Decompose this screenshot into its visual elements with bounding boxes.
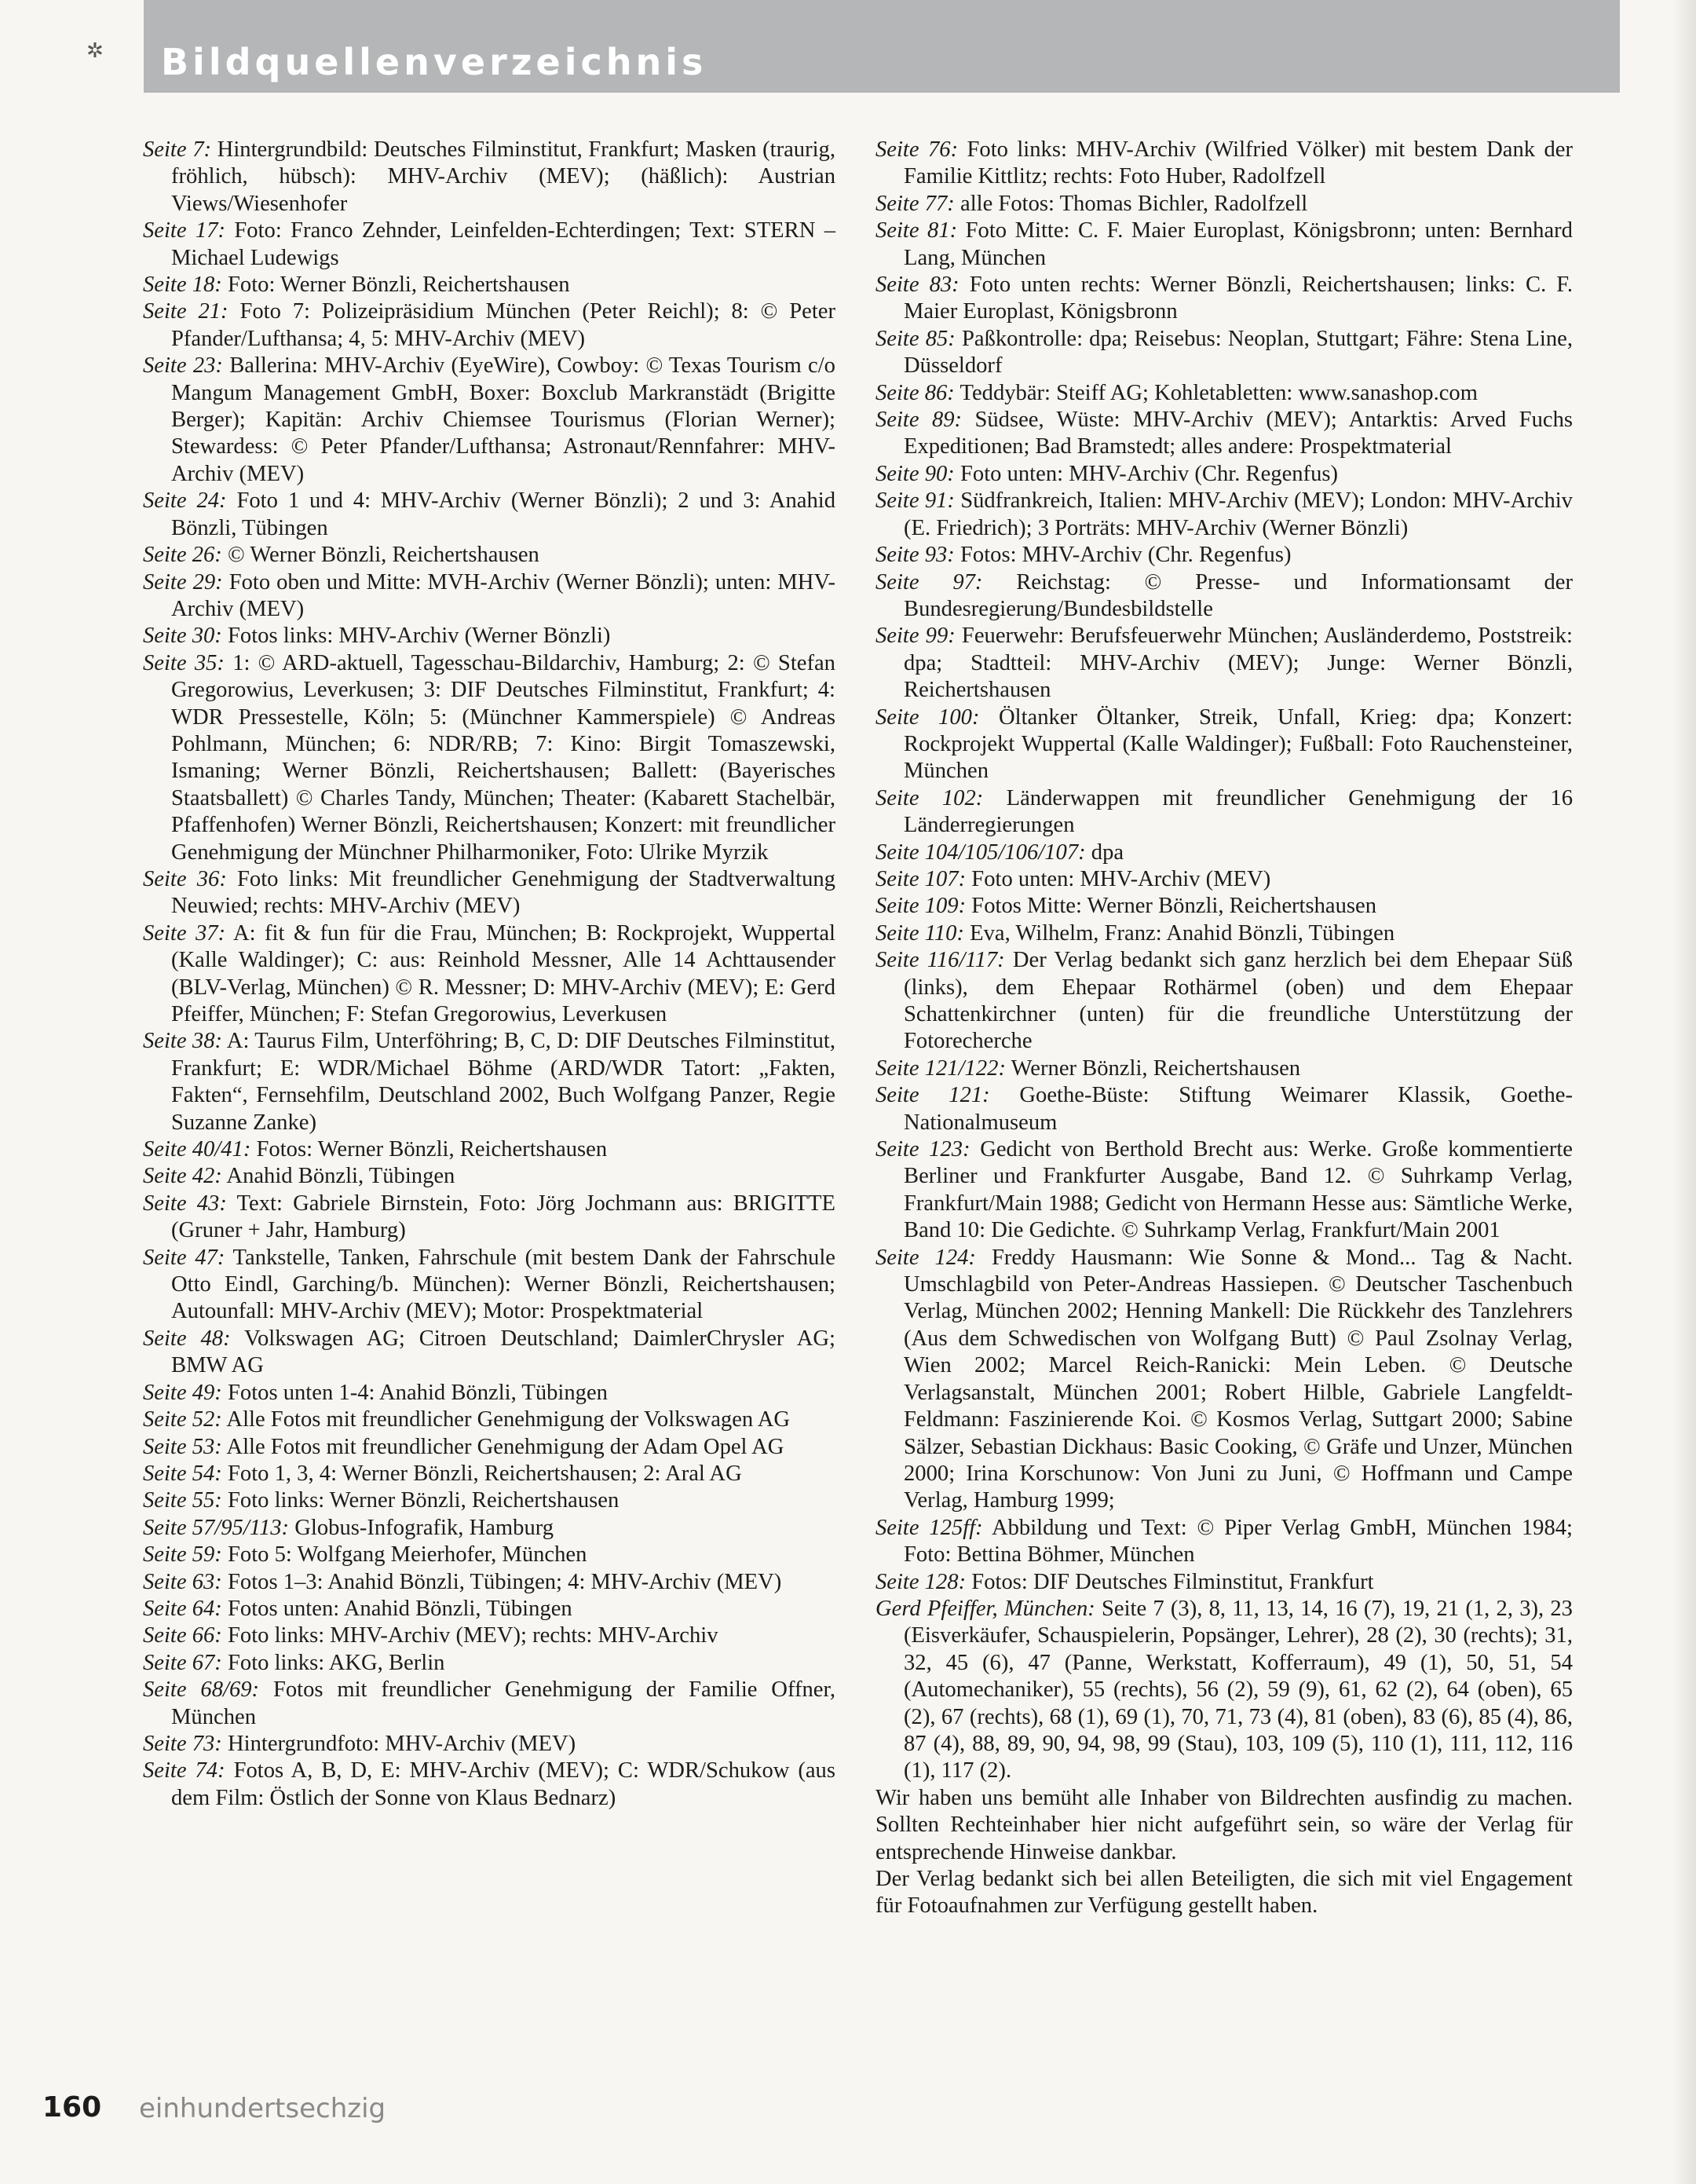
credit-entry xyxy=(143,1191,835,1245)
credit-text: Fotos Mitte: Werner Bönzli, Reichertshausen xyxy=(971,894,1377,919)
credit-text: Fotos links: MHV-Archiv (Werner Bönzli) xyxy=(228,624,611,649)
credit-page-label: Seite 24: xyxy=(143,488,227,514)
credit-page-label: Seite 77: xyxy=(875,191,955,216)
credit-page-label: Seite 23: xyxy=(143,353,223,379)
right-entries xyxy=(875,137,1573,1785)
credit-entry xyxy=(875,1569,1573,1596)
credit-entry xyxy=(143,1758,835,1812)
credit-text: Fotos: MHV-Archiv (Chr. Regenfus) xyxy=(960,543,1292,568)
credit-page-label: Seite 99: xyxy=(875,624,956,649)
credit-entry xyxy=(143,1461,835,1487)
credit-text: Foto links: MHV-Archiv (MEV); rechts: MHV-Archiv xyxy=(228,1623,718,1648)
credit-page-label: Seite 57/95/113: xyxy=(143,1515,290,1540)
credit-entry xyxy=(143,1731,835,1758)
credit-entry xyxy=(875,137,1573,191)
credit-text: Der Verlag bedankt sich ganz herzlich bei dem Ehepaar Süß (links), dem Ehepaar Rothärmel (oben) und dem Ehepaar Schattenkirchner (unten) für die freundliche Unterstützung der Fotorecherche xyxy=(904,948,1574,1054)
credit-page-label: Seite 67: xyxy=(143,1650,222,1675)
credit-text: 1: © ARD-aktuell, Tagesschau-Bildarchiv, Hamburg; 2: © Stefan Gregorowius, Leverkusen; 3: DIF Deutsches Filminstitut, Frankfurt; 4: WDR Pressestelle, Köln; 5: (Münchner Kammerspiele) © Andreas Pohlmann, München; 6: NDR/RB; 7: Kino: Birgit Tomaszewski, Ismaning; Werner Bönzli, Reichertshausen; Ballett: (Bayerisches Staatsballett) © Charles Tandy, München; Theater: (Kabarett Stachelbär, Pfaffenhofen) Werner Bönzli, Reichertshausen; Konzert: mit freundlicher Genehmigung der Münchner Philharmoniker, Foto: Ulrike Myrzik xyxy=(171,650,835,865)
credit-text: Hintergrundfoto: MHV-Archiv (MEV) xyxy=(228,1731,576,1756)
credit-page-label: Seite 125ff: xyxy=(875,1515,983,1540)
credit-text: Fotos unten 1-4: Anahid Bönzli, Tübingen xyxy=(228,1380,608,1405)
credit-page-label: Seite 97: xyxy=(875,569,983,594)
credit-entry xyxy=(143,1136,835,1163)
credit-page-label: Seite 55: xyxy=(143,1488,222,1513)
thanks-note: Der Verlag bedankt sich bei allen Beteiligten, die sich mit viel Engagement für Fotoaufnahmen zur Verfügung gestellt haben. xyxy=(875,1867,1573,1919)
credit-page-label: Seite 37: xyxy=(143,920,226,946)
credit-entry xyxy=(875,569,1573,624)
page-edge xyxy=(1672,0,1696,2184)
credit-text: Foto 7: Polizeipräsidium München (Peter Reichl); 8: © Peter Pfander/Lufthansa; 4, 5: MHV-Archiv (MEV) xyxy=(171,299,835,351)
credit-entry xyxy=(875,272,1573,326)
credit-entry xyxy=(875,893,1573,920)
credit-page-label: Seite 38: xyxy=(143,1029,223,1054)
credit-entry xyxy=(875,866,1573,893)
credit-text: Fotos 1–3: Anahid Bönzli, Tübingen; 4: MHV-Archiv (MEV) xyxy=(228,1569,782,1594)
credit-text: A: fit & fun für die Frau, München; B: Rockprojekt, Wuppertal (Kalle Waldinger); C: aus: Reinhold Messner, Alle 14 Achttausender (BLV-Verlag, München) © R. Messner; D: MHV-Archiv (MEV); E: Gerd Pfeiffer, München; F: Stefan Gregorowius, Leverkusen xyxy=(171,920,835,1026)
credit-text: alle Fotos: Thomas Bichler, Radolfzell xyxy=(960,191,1308,216)
credit-text: Reichstag: © Presse- und Informationsamt der Bundesregierung/Bundesbildstelle xyxy=(904,569,1573,621)
credit-page-label: Seite 76: xyxy=(875,137,959,162)
credit-entry xyxy=(143,1028,835,1136)
credit-entry xyxy=(143,1245,835,1326)
credit-text: Fotos: Werner Bönzli, Reichertshausen xyxy=(256,1137,608,1162)
credit-text: Länderwappen mit freundlicher Genehmigung der 16 Länderregierungen xyxy=(904,785,1573,838)
credit-page-label: Seite 121: xyxy=(875,1083,990,1108)
credit-text: Foto unten: MHV-Archiv (Chr. Regenfus) xyxy=(960,461,1339,486)
credit-page-label: Seite 109: xyxy=(875,894,967,919)
credit-entry xyxy=(143,298,835,353)
credit-text: Foto 5: Wolfgang Meierhofer, München xyxy=(228,1542,587,1568)
credit-page-label: Seite 30: xyxy=(143,624,222,649)
credit-entry xyxy=(875,326,1573,380)
credit-text: Fotos: DIF Deutsches Filminstitut, Frankfurt xyxy=(971,1569,1374,1594)
credit-text: Foto 1, 3, 4: Werner Bönzli, Reichertshausen; 2: Aral AG xyxy=(228,1461,742,1486)
credit-page-label: Seite 89: xyxy=(875,408,963,433)
right-column xyxy=(875,137,1573,1920)
credit-text: Goethe-Büste: Stiftung Weimarer Klassik, Goethe-Nationalmuseum xyxy=(904,1083,1573,1135)
credit-text: Teddybär: Steiff AG; Kohletabletten: www.sanashop.com xyxy=(959,380,1478,405)
credit-text: Südsee, Wüste: MHV-Archiv (MEV); Antarktis: Arved Fuchs Expeditionen; Bad Bramstedt; alles andere: Prospektmaterial xyxy=(904,408,1573,459)
credit-entry xyxy=(143,1650,835,1677)
credit-page-label: Seite 63: xyxy=(143,1569,222,1594)
credit-page-label: Seite 104/105/106/107: xyxy=(875,840,1086,865)
credit-entry xyxy=(143,623,835,649)
credit-text: Globus-Infografik, Hamburg xyxy=(294,1515,554,1540)
page-number-word: einhundertsechzig xyxy=(139,2093,386,2124)
credit-page-label: Seite 42: xyxy=(143,1164,222,1189)
credit-page-label: Seite 102: xyxy=(875,785,984,810)
credit-entry xyxy=(143,866,835,920)
credit-entry xyxy=(875,920,1573,947)
credit-entry xyxy=(143,218,835,272)
credit-text: Fotos A, B, D, E: MHV-Archiv (MEV); C: WDR/Schukow (aus dem Film: Östlich der Sonne von Klaus Bednarz) xyxy=(171,1758,835,1810)
credit-page-label: Seite 36: xyxy=(143,866,227,891)
credit-entry xyxy=(143,272,835,298)
credit-page-label: Seite 48: xyxy=(143,1326,231,1351)
credit-text: Foto unten rechts: Werner Bönzli, Reichertshausen; links: C. F. Maier Europlast, Königsbronn xyxy=(904,273,1573,324)
credit-text: Werner Bönzli, Reichertshausen xyxy=(1011,1055,1301,1081)
credit-page-label: Seite 81: xyxy=(875,218,958,243)
credit-text: Foto links: AKG, Berlin xyxy=(228,1650,445,1675)
credit-entry xyxy=(875,1515,1573,1569)
credit-text: Gedicht von Berthold Brecht aus: Werke. Große kommentierte Berliner und Frankfurter Ausgabe, Band 12. © Suhrkamp Verlag, Frankfurt/Main 1988; Gedicht von Hermann Hesse aus: Sämtliche Werke, Band 10: Die Gedichte. © Suhrkamp Verlag, Frankfurt/Main 2001 xyxy=(904,1137,1573,1243)
credit-page-label: Seite 18: xyxy=(143,273,222,298)
credit-text: Foto: Werner Bönzli, Reichertshausen xyxy=(228,273,570,298)
credit-page-label: Seite 59: xyxy=(143,1542,222,1568)
credit-entry xyxy=(875,218,1573,272)
credit-entry xyxy=(143,542,835,569)
credit-text: Fotos mit freundlicher Genehmigung der Familie Offner, München xyxy=(171,1677,835,1729)
left-column xyxy=(143,137,835,1812)
credit-entry xyxy=(143,353,835,488)
credit-text: Seite 7 (3), 8, 11, 13, 14, 16 (7), 19, 21 (1, 2, 3), 23 (Eisverkäufer, Schauspielerin, Popsänger, Lehrer), 28 (2), 30 (rechts); 31, 32, 45 (6), 47 (Panne, Werkstatt, Kofferraum), 49 (1), 50, 51, 54 (Automechaniker), 55 (rechts), 56 (2), 59 (9), 61, 62 (2), 64 (oben), 65 (2), 67 (rechts), 68 (1), 69 (1), 70, 71, 73 (4), 81 (oben), 83 (6), 85 (4), 86, 87 (4), 88, 89, 90, 94, 98, 99 (Stau), 103, 109 (5), 110 (1), 111, 112, 116 (1), 117 (2). xyxy=(904,1596,1573,1783)
credit-entry xyxy=(143,488,835,542)
credit-page-label: Seite 85: xyxy=(875,326,956,351)
credit-text: Foto unten: MHV-Archiv (MEV) xyxy=(971,866,1271,891)
credit-text: Paßkontrolle: dpa; Reisebus: Neoplan, Stuttgart; Fähre: Stena Line, Düsseldorf xyxy=(904,326,1573,379)
credit-text: Alle Fotos mit freundlicher Genehmigung der Volkswagen AG xyxy=(226,1407,791,1432)
credit-text: Freddy Hausmann: Wie Sonne & Mond... Tag & Nacht. Umschlagbild von Peter-Andreas Hassiepen. © Deutscher Taschenbuch Verlag, München 2002; Henning Mankell: Die Rückkehr des Tanzlehrers (Aus dem Schwedischen von Wolfgang Butt) © Paul Zsolnay Verlag, Wien 2002; Marcel Reich-Ranicki: Mein Leben. © Deutsche Verlagsanstalt, München 2001; Robert Hilble, Gabriele Langfeldt-Feldmann: Faszinierende Koi. © Kosmos Verlag, Suttgart 2000; Sabine Sälzer, Sebastian Dickhaus: Basic Cooking, © Gräfe und Unzer, München 2000; Irina Korschunow: Von Juni zu Juni, © Hoffmann und Campe Verlag, Hamburg 1999; xyxy=(904,1245,1573,1513)
credit-page-label: Seite 7: xyxy=(143,137,212,162)
credit-entry xyxy=(875,785,1573,840)
credit-page-label: Seite 26: xyxy=(143,543,222,568)
credit-entry xyxy=(875,488,1573,542)
credit-entry xyxy=(143,569,835,624)
credit-page-label: Seite 66: xyxy=(143,1623,222,1648)
credit-entry xyxy=(875,947,1573,1055)
credit-entry xyxy=(875,1055,1573,1082)
credit-entry xyxy=(143,1487,835,1514)
credit-page-label: Seite 86: xyxy=(875,380,955,405)
credit-entry xyxy=(875,1136,1573,1245)
credit-page-label: Seite 40/41: xyxy=(143,1137,251,1162)
credit-entry xyxy=(875,704,1573,785)
credit-entry xyxy=(143,1569,835,1596)
credit-text: Abbildung und Text: © Piper Verlag GmbH, München 1984; Foto: Bettina Böhmer, München xyxy=(904,1515,1573,1568)
credit-text: Foto links: Werner Bönzli, Reichertshausen xyxy=(228,1488,620,1513)
credit-page-label: Seite 93: xyxy=(875,543,955,568)
credit-entry xyxy=(143,1622,835,1649)
credit-text: Anahid Bönzli, Tübingen xyxy=(226,1164,455,1189)
credit-text: Eva, Wilhelm, Franz: Anahid Bönzli, Tübingen xyxy=(970,920,1395,946)
credit-page-label: Seite 110: xyxy=(875,920,965,946)
registration-mark-icon: ✲ xyxy=(86,39,104,63)
page-number: 160 xyxy=(42,2091,102,2124)
credit-text: A: Taurus Film, Unterföhring; B, C, D: DIF Deutsches Filminstitut, Frankfurt; E: WDR/Michael Böhme (ARD/WDR Tatort: „Fakten, Fakten“, Fernsehfilm, Deutschland 2002, Buch Wolfgang Panzer, Regie Suzanne Zanke) xyxy=(171,1029,835,1135)
credit-text: Foto oben und Mitte: MVH-Archiv (Werner Bönzli); unten: MHV-Archiv (MEV) xyxy=(171,569,835,621)
credit-entry xyxy=(875,191,1573,218)
credit-page-label: Seite 74: xyxy=(143,1758,225,1783)
credit-text: © Werner Bönzli, Reichertshausen xyxy=(228,543,539,568)
credit-text: Alle Fotos mit freundlicher Genehmigung der Adam Opel AG xyxy=(226,1434,784,1459)
credit-entry xyxy=(875,461,1573,488)
credit-text: Foto links: Mit freundlicher Genehmigung der Stadtverwaltung Neuwied; rechts: MHV-Archiv (MEV) xyxy=(171,866,835,919)
credit-entry xyxy=(875,380,1573,407)
credit-entry xyxy=(143,1380,835,1407)
credit-page-label: Seite 35: xyxy=(143,650,225,675)
credit-text: Ballerina: MHV-Archiv (EyeWire), Cowboy: © Texas Tourism c/o Mangum Management GmbH, Boxer: Boxclub Markranstädt (Brigitte Berger); Kapitän: Archiv Chiemsee Tourismus (Florian Werner); Stewardess: © Peter Pfander/Lufthansa; Astronaut/Rennfahrer: MHV-Archiv (MEV) xyxy=(171,353,835,486)
credit-entry xyxy=(143,1515,835,1542)
credit-entry xyxy=(143,137,835,218)
credit-page-label: Seite 64: xyxy=(143,1596,222,1621)
credit-page-label: Seite 107: xyxy=(875,866,967,891)
credit-entry xyxy=(143,1163,835,1190)
credit-page-label: Seite 128: xyxy=(875,1569,967,1594)
credit-entry xyxy=(875,623,1573,704)
credit-entry xyxy=(143,1434,835,1461)
credit-text: Hintergrundbild: Deutsches Filminstitut, Frankfurt; Masken (traurig, fröhlich, hübsch): MHV-Archiv (MEV); (häßlich): Austrian Views/Wiesenhofer xyxy=(171,137,835,216)
credit-text: Text: Gabriele Birnstein, Foto: Jörg Jochmann aus: BRIGITTE (Gruner + Jahr, Hamburg) xyxy=(171,1191,835,1243)
credit-entry xyxy=(143,1542,835,1568)
credit-entry xyxy=(875,1245,1573,1515)
credit-text: Foto Mitte: C. F. Maier Europlast, Königsbronn; unten: Bernhard Lang, München xyxy=(904,218,1573,270)
credit-text: Tankstelle, Tanken, Fahrschule (mit bestem Dank der Fahrschule Otto Eindl, Garching/b. München): Werner Bönzli, Reichertshausen; Autounfall: MHV-Archiv (MEV); Motor: Prospektmaterial xyxy=(171,1245,835,1324)
credit-page-label: Seite 53: xyxy=(143,1434,222,1459)
credit-page-label: Seite 123: xyxy=(875,1137,970,1162)
credit-entry xyxy=(143,1677,835,1731)
page-title: Bildquellenverzeichnis xyxy=(161,41,707,83)
credit-page-label: Gerd Pfeiffer, München: xyxy=(875,1596,1095,1621)
credit-entry xyxy=(875,840,1573,866)
credit-text: dpa xyxy=(1091,840,1124,865)
credit-page-label: Seite 100: xyxy=(875,704,980,730)
credit-text: Fotos unten: Anahid Bönzli, Tübingen xyxy=(228,1596,572,1621)
credit-entry xyxy=(875,542,1573,569)
credit-entry xyxy=(143,920,835,1029)
credit-page-label: Seite 47: xyxy=(143,1245,225,1270)
closing-note: Wir haben uns bemüht alle Inhaber von Bildrechten ausfindig zu machen. Sollten Rechteinhaber hier nicht aufgeführt sein, so wäre der Verlag für entsprechende Hinweise dankbar. xyxy=(875,1785,1573,1864)
credit-text: Foto links: MHV-Archiv (Wilfried Völker) mit bestem Dank der Familie Kittlitz; rechts: Foto Huber, Radolfzell xyxy=(904,137,1573,189)
credit-page-label: Seite 52: xyxy=(143,1407,222,1432)
credit-entry xyxy=(143,1407,835,1433)
credit-entry xyxy=(875,1596,1573,1785)
credit-entry xyxy=(143,1596,835,1622)
credit-page-label: Seite 124: xyxy=(875,1245,976,1270)
credit-entry xyxy=(143,650,835,866)
credit-entry xyxy=(875,1082,1573,1136)
credit-page-label: Seite 21: xyxy=(143,299,228,324)
credit-entry xyxy=(143,1326,835,1380)
credit-page-label: Seite 116/117: xyxy=(875,948,1005,973)
credit-page-label: Seite 91: xyxy=(875,488,955,514)
credit-page-label: Seite 29: xyxy=(143,569,223,594)
credit-text: Südfrankreich, Italien: MHV-Archiv (MEV); London: MHV-Archiv (E. Friedrich); 3 Porträts: MHV-Archiv (Werner Bönzli) xyxy=(904,488,1573,540)
credit-page-label: Seite 83: xyxy=(875,273,959,298)
credit-page-label: Seite 68/69: xyxy=(143,1677,260,1703)
credit-page-label: Seite 73: xyxy=(143,1731,222,1756)
credit-text: Foto: Franco Zehnder, Leinfelden-Echterdingen; Text: STERN – Michael Ludewigs xyxy=(171,218,835,270)
credit-text: Feuerwehr: Berufsfeuerwehr München; Ausländerdemo, Poststreik: dpa; Stadtteil: MHV-Archiv (MEV); Junge: Werner Bönzli, Reichertshausen xyxy=(904,624,1573,703)
credit-page-label: Seite 121/122: xyxy=(875,1055,1006,1081)
credit-page-label: Seite 49: xyxy=(143,1380,222,1405)
credit-page-label: Seite 43: xyxy=(143,1191,227,1216)
credit-text: Öltanker Öltanker, Streik, Unfall, Krieg: dpa; Konzert: Rockprojekt Wuppertal (Kalle Waldinger); Fußball: Foto Rauchensteiner, München xyxy=(904,704,1573,784)
credit-text: Volkswagen AG; Citroen Deutschland; DaimlerChrysler AG; BMW AG xyxy=(171,1326,835,1378)
credit-page-label: Seite 17: xyxy=(143,218,226,243)
credit-entry xyxy=(875,407,1573,461)
credit-text: Foto 1 und 4: MHV-Archiv (Werner Bönzli); 2 und 3: Anahid Bönzli, Tübingen xyxy=(171,488,835,540)
credit-page-label: Seite 54: xyxy=(143,1461,222,1486)
credit-page-label: Seite 90: xyxy=(875,461,955,486)
